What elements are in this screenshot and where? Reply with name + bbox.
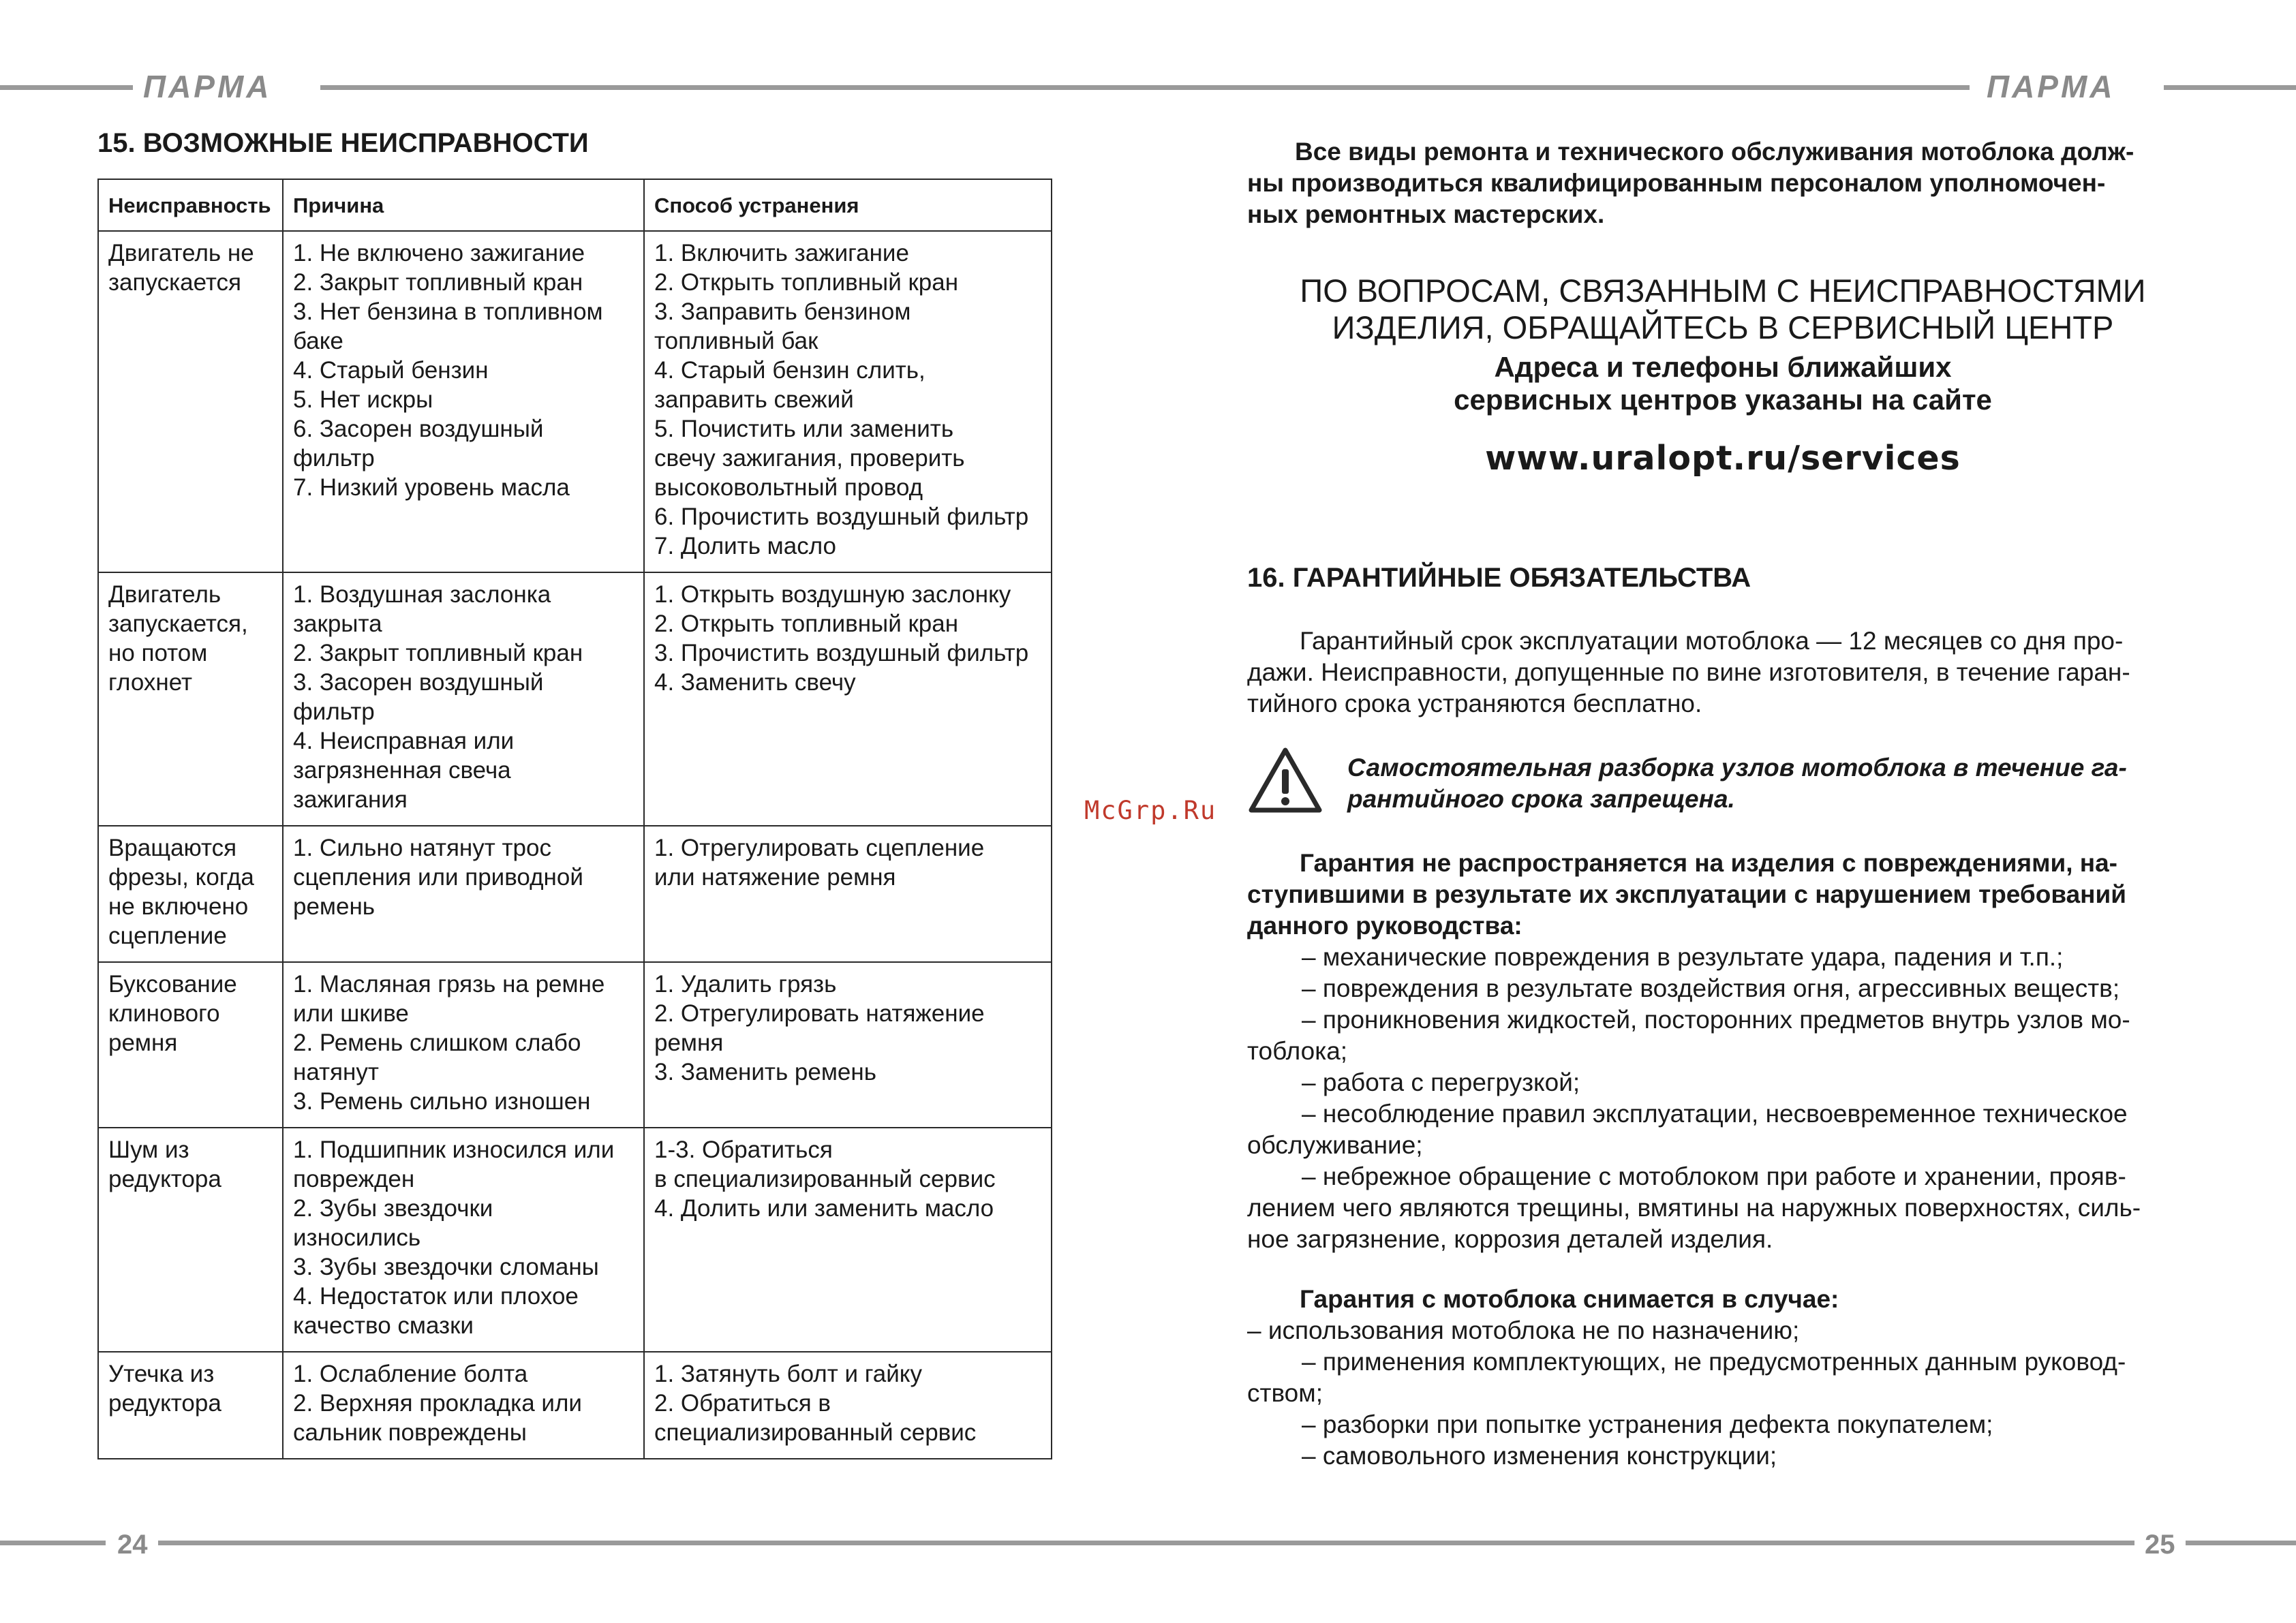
remedy-cell — [644, 826, 1052, 962]
fault-cell — [98, 826, 283, 962]
fault-cell-line: редуктора — [108, 1166, 221, 1192]
section-title-warranty: 16. ГАРАНТИЙНЫЕ ОБЯЗАТЕЛЬСТВА — [1247, 563, 1751, 593]
revoke-item: – разборки при попытке устранения дефекта покупателем; — [1302, 1410, 1993, 1438]
fault-cell-line: Буксование — [108, 971, 237, 998]
revoke-item: – применения комплектующих, не предусмотренных данным руковод- — [1302, 1348, 2126, 1376]
table-row — [98, 962, 1052, 1128]
exclusion-item: – небрежное обращение с мотоблоком при работе и хранении, прояв- — [1302, 1162, 2126, 1190]
brand-logo-right: ПАРМА — [1987, 69, 2115, 104]
exclusion-item: тоблока; — [1247, 1037, 1348, 1065]
fault-cell-line: Двигатель не — [108, 240, 254, 266]
brand-logo-left: ПАРМА — [143, 69, 272, 104]
service-heading-line: ПО ВОПРОСАМ, СВЯЗАННЫМ С НЕИСПРАВНОСТЯМИ — [1300, 273, 2146, 309]
exclusions-heading-line: Гарантия не распространяется на изделия с повреждениями, на- — [1300, 849, 2118, 877]
cause-cell-line: загрязненная свеча — [293, 757, 511, 784]
revoke-item: – самовольного изменения конструкции; — [1302, 1442, 1777, 1470]
cause-cell-line: 2. Закрыт топливный кран — [293, 640, 583, 666]
remedy-cell-line: 1. Затянуть болт и гайку — [654, 1361, 922, 1387]
fault-cell-line: Утечка из — [108, 1361, 215, 1387]
cause-cell-line: 3. Зубы звездочки сломаны — [293, 1254, 599, 1280]
remedy-cell-line: 4. Долить или заменить масло — [654, 1195, 994, 1222]
warning-line: Самостоятельная разборка узлов мотоблока в течение га- — [1347, 754, 2127, 782]
remedy-cell-line: ремня — [654, 1030, 724, 1056]
remedy-cell-line: 4. Старый бензин слить, — [654, 357, 925, 384]
cause-cell-line: фильтр — [293, 698, 375, 725]
warning-text — [1347, 752, 2201, 815]
footer-rule-right-b — [2186, 1541, 2296, 1545]
warranty-line: тийного срока устраняются бесплатно. — [1247, 690, 1702, 717]
footer-rule-left-a — [0, 1541, 106, 1545]
exclusion-item: – несоблюдение правил эксплуатации, несвоевременное техническое — [1302, 1100, 2128, 1128]
exclusions-heading-line: данного руководства: — [1247, 912, 1522, 940]
cause-cell-line: 1. Подшипник износился или — [293, 1137, 615, 1163]
table-row — [98, 826, 1052, 962]
cause-cell — [283, 1128, 644, 1352]
revoke-item: – использования мотоблока не по назначению; — [1247, 1316, 1800, 1344]
remedy-cell-line: свечу зажигания, проверить — [654, 445, 965, 472]
exclusion-item: лением чего являются трещины, вмятины на наружных поверхностях, силь- — [1247, 1194, 2141, 1222]
header-rule-left-b — [320, 85, 1970, 90]
fault-cell-line: запускается — [108, 269, 242, 296]
cause-cell-line: 1. Сильно натянут трос — [293, 835, 551, 861]
cause-cell-line: 2. Зубы звездочки — [293, 1195, 493, 1222]
remedy-cell-line: 2. Обратиться в — [654, 1390, 831, 1417]
fault-cell-line: сцепление — [108, 923, 227, 949]
cause-cell-line: 5. Нет искры — [293, 386, 433, 413]
cause-cell-line: 1. Не включено зажигание — [293, 240, 585, 266]
cause-cell-line: сальник повреждены — [293, 1419, 527, 1446]
revoke-list — [1247, 1315, 2201, 1472]
remedy-cell-line: 5. Почистить или заменить — [654, 416, 954, 442]
cause-cell-line: зажигания — [293, 786, 408, 813]
remedy-cell-line: специализированный сервис — [654, 1419, 977, 1446]
warranty-paragraph — [1247, 625, 2201, 720]
cause-cell-line: поврежден — [293, 1166, 415, 1192]
table-row — [98, 1128, 1052, 1352]
cause-cell — [283, 1352, 644, 1459]
warranty-line: дажи. Неисправности, допущенные по вине изготовителя, в течение гаран- — [1247, 658, 2130, 686]
fault-cell — [98, 1352, 283, 1459]
cause-cell — [283, 231, 644, 572]
remedy-cell-line: 2. Отрегулировать натяжение — [654, 1000, 985, 1027]
table-row — [98, 1352, 1052, 1459]
exclusions-list — [1247, 942, 2201, 1255]
header-rule-right — [2164, 85, 2296, 90]
remedy-cell-line: 3. Прочистить воздушный фильтр — [654, 640, 1029, 666]
exclusion-item: обслуживание; — [1247, 1131, 1423, 1159]
fault-cell — [98, 962, 283, 1128]
remedy-cell-line: 2. Открыть топливный кран — [654, 269, 959, 296]
exclusion-item: ное загрязнение, коррозия деталей изделия. — [1247, 1225, 1773, 1253]
remedy-cell-line: 2. Открыть топливный кран — [654, 610, 959, 637]
fault-cell-line: клинового — [108, 1000, 220, 1027]
column-header-cause: Причина — [283, 179, 644, 231]
remedy-cell — [644, 231, 1052, 572]
fault-cell-line: ремня — [108, 1030, 178, 1056]
fault-cell-line: запускается, — [108, 610, 248, 637]
header-rule-left-a — [0, 85, 133, 90]
column-header-fault: Неисправность — [98, 179, 283, 231]
service-sub-line: сервисных центров указаны на сайте — [1454, 384, 1992, 416]
remedy-cell-line: 3. Заменить ремень — [654, 1059, 876, 1085]
remedy-cell-line: 1. Включить зажигание — [654, 240, 909, 266]
intro-paragraph — [1247, 136, 2199, 230]
fault-cell — [98, 572, 283, 826]
fault-cell-line: Шум из — [108, 1137, 189, 1163]
fault-cell-line: Двигатель — [108, 581, 221, 608]
cause-cell — [283, 962, 644, 1128]
remedy-cell-line: 3. Заправить бензином — [654, 298, 911, 325]
cause-cell-line: натянут — [293, 1059, 379, 1085]
exclusions-heading-line: ступившими в результате их эксплуатации с нарушением требований — [1247, 880, 2127, 908]
cause-cell-line: 3. Засорен воздушный — [293, 669, 544, 696]
remedy-cell — [644, 572, 1052, 826]
remedy-cell-line: 7. Долить масло — [654, 533, 836, 559]
remedy-cell — [644, 962, 1052, 1128]
warranty-line: Гарантийный срок эксплуатации мотоблока — 12 месяцев со дня про- — [1300, 627, 2124, 655]
revoke-heading: Гарантия с мотоблока снимается в случае: — [1300, 1285, 1839, 1313]
remedy-cell — [644, 1352, 1052, 1459]
intro-line: ны производиться квалифицированным персоналом уполномочен- — [1247, 169, 2106, 197]
cause-cell-line: 3. Ремень сильно изношен — [293, 1088, 591, 1115]
section-title-faults: 15. ВОЗМОЖНЫЕ НЕИСПРАВНОСТИ — [97, 128, 589, 158]
remedy-cell-line: 1. Открыть воздушную заслонку — [654, 581, 1011, 608]
cause-cell-line: 4. Старый бензин — [293, 357, 489, 384]
fault-cell — [98, 231, 283, 572]
cause-cell-line: 4. Неисправная или — [293, 728, 515, 754]
cause-cell-line: 3. Нет бензина в топливном — [293, 298, 603, 325]
remedy-cell — [644, 1128, 1052, 1352]
cause-cell-line: баке — [293, 328, 343, 354]
remedy-cell-line: 1. Удалить грязь — [654, 971, 837, 998]
remedy-cell-line: заправить свежий — [654, 386, 854, 413]
cause-cell-line: 2. Верхняя прокладка или — [293, 1390, 582, 1417]
remedy-cell-line: 1. Отрегулировать сцепление — [654, 835, 985, 861]
fault-cell-line: не включено — [108, 893, 249, 920]
cause-cell-line: сцепления или приводной — [293, 864, 583, 891]
fault-cell-line: Вращаются — [108, 835, 237, 861]
cause-cell-line: 1. Воздушная заслонка — [293, 581, 551, 608]
revoke-block — [1247, 1284, 2201, 1472]
cause-cell-line: качество смазки — [293, 1312, 474, 1339]
fault-cell-line: фрезы, когда — [108, 864, 254, 891]
cause-cell-line: 6. Засорен воздушный — [293, 416, 544, 442]
remedy-cell-line: или натяжение ремня — [654, 864, 896, 891]
exclusions-block — [1247, 848, 2201, 1255]
cause-cell-line: 2. Ремень слишком слабо — [293, 1030, 581, 1056]
intro-line: ных ремонтных мастерских. — [1247, 200, 1605, 228]
remedy-cell-line: 1-3. Обратиться — [654, 1137, 833, 1163]
service-subheading — [1247, 351, 2199, 416]
cause-cell-line: износились — [293, 1224, 421, 1251]
cause-cell — [283, 826, 644, 962]
cause-cell-line: фильтр — [293, 445, 375, 472]
remedy-cell-line: топливный бак — [654, 328, 818, 354]
service-heading-line: ИЗДЕЛИЯ, ОБРАЩАЙТЕСЬ В СЕРВИСНЫЙ ЦЕНТР — [1332, 309, 2114, 345]
table-row — [98, 572, 1052, 826]
warning-triangle-icon — [1247, 746, 1323, 814]
exclusion-item: – механические повреждения в результате удара, падения и т.п.; — [1302, 943, 2064, 971]
table-row — [98, 231, 1052, 572]
service-url-link[interactable]: www.uralopt.ru/services — [1485, 439, 1961, 478]
page-number-left: 24 — [117, 1530, 148, 1560]
cause-cell-line: 4. Недостаток или плохое — [293, 1283, 579, 1310]
cause-cell-line: или шкиве — [293, 1000, 409, 1027]
fault-cell-line: но потом — [108, 640, 208, 666]
intro-line: Все виды ремонта и технического обслуживания мотоблока долж- — [1295, 138, 2134, 166]
footer-rule-middle — [158, 1541, 2134, 1545]
fault-cell-line: глохнет — [108, 669, 193, 696]
cause-cell-line: 7. Низкий уровень масла — [293, 474, 570, 501]
remedy-cell-line: 6. Прочистить воздушный фильтр — [654, 504, 1029, 530]
column-header-remedy: Способ устранения — [644, 179, 1052, 231]
remedy-cell-line: 4. Заменить свечу — [654, 669, 856, 696]
cause-cell-line: ремень — [293, 893, 376, 920]
cause-cell — [283, 572, 644, 826]
exclusion-item: – проникновения жидкостей, посторонних предметов внутрь узлов мо- — [1302, 1006, 2130, 1034]
fault-cell-line: редуктора — [108, 1390, 221, 1417]
service-heading — [1247, 273, 2199, 346]
cause-cell-line: 2. Закрыт топливный кран — [293, 269, 583, 296]
watermark: McGrp.Ru — [1084, 796, 1217, 825]
faults-table — [97, 179, 1052, 1459]
remedy-cell-line: в специализированный сервис — [654, 1166, 996, 1192]
exclusion-item: – работа с перегрузкой; — [1302, 1068, 1580, 1096]
exclusion-item: – повреждения в результате воздействия огня, агрессивных веществ; — [1302, 974, 2120, 1002]
fault-cell — [98, 1128, 283, 1352]
revoke-item: ством; — [1247, 1379, 1323, 1407]
cause-cell-line: 1. Ослабление болта — [293, 1361, 528, 1387]
remedy-cell-line: высоковольтный провод — [654, 474, 923, 501]
cause-cell-line: закрыта — [293, 610, 382, 637]
service-sub-line: Адреса и телефоны ближайших — [1494, 351, 1952, 383]
cause-cell-line: 1. Масляная грязь на ремне — [293, 971, 605, 998]
page-number-right: 25 — [2145, 1530, 2175, 1560]
table-header-row — [98, 179, 1052, 231]
warning-line: рантийного срока запрещена. — [1347, 785, 1735, 813]
